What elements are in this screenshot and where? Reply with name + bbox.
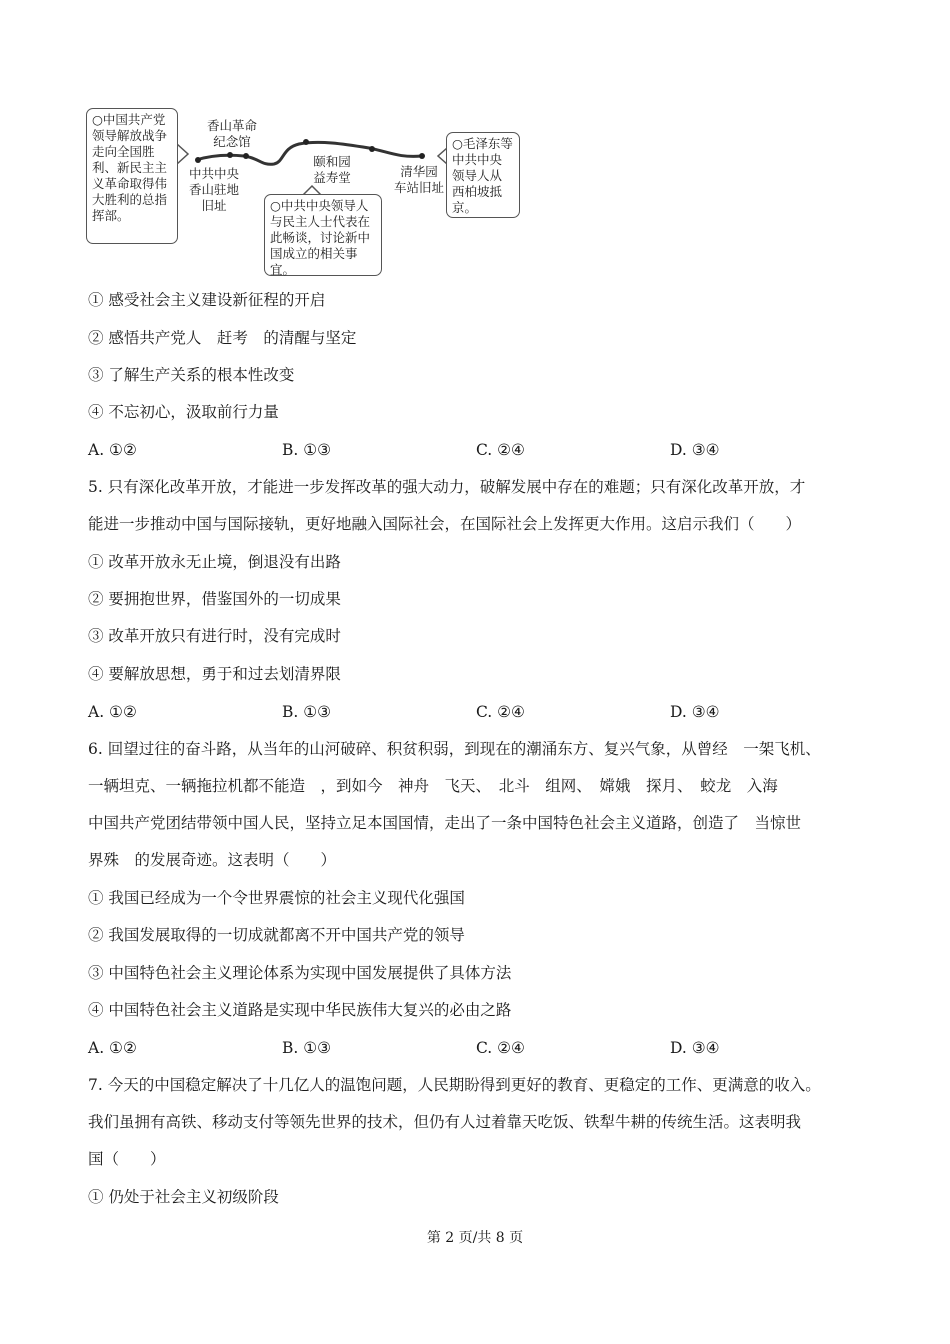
q6-stem-line-2: 一辆坦克、一辆拖拉机都不能造 ，到如今 神舟 飞天、 北斗 组网、 嫦娥 探月、 蛟龙 入海: [88, 777, 778, 795]
callout-left-text: ○中国共产党领导解放战争走向全国胜利、新民主主义革命取得伟大胜利的总指挥部。: [92, 112, 168, 223]
label-line: 车站旧址: [393, 180, 444, 195]
q5-item-2: ② 要拥抱世界，借鉴国外的一切成果: [88, 590, 341, 608]
q5-item-1: ① 改革开放永无止境，倒退没有出路: [88, 553, 341, 571]
q5-option-b[interactable]: B. ①③: [282, 703, 332, 721]
callout-middle-text: ○中共中央领导人与民主人士代表在此畅谈，讨论新中国成立的相关事宜。: [270, 198, 371, 277]
callout-right-text: ○毛泽东等中共中央领导人从西柏坡抵京。: [452, 136, 513, 215]
q6-option-a[interactable]: A. ①②: [88, 1039, 137, 1057]
q4-option-d[interactable]: D. ③④: [670, 441, 720, 459]
q6-option-d[interactable]: D. ③④: [670, 1039, 720, 1057]
q4-item-4: ④ 不忘初心，汲取前行力量: [88, 403, 279, 421]
label-qinghuayuan: [388, 164, 450, 196]
callout-left: [86, 108, 178, 244]
q5-item-4: ④ 要解放思想，勇于和过去划清界限: [88, 665, 341, 683]
label-line: 中共中央: [188, 166, 239, 181]
station-dot: [369, 146, 375, 152]
label-xiangshan-site: [184, 166, 244, 214]
q5-stem-line-2: 能进一步推动中国与国际接轨，更好地融入国际社会，在国际社会上发挥更大作用。这启示我们（ ）: [88, 515, 802, 533]
q7-stem-line-3: 国（ ）: [88, 1150, 166, 1168]
station-dot: [419, 153, 425, 159]
q4-item-1: ① 感受社会主义建设新征程的开启: [88, 291, 326, 309]
q6-option-c[interactable]: C. ②④: [476, 1039, 525, 1057]
label-yiheyuan: [302, 154, 362, 186]
q6-item-4: ④ 中国特色社会主义道路是实现中华民族伟大复兴的必由之路: [88, 1001, 512, 1019]
q5-option-d[interactable]: D. ③④: [670, 703, 720, 721]
label-line: 清华园: [400, 164, 438, 179]
station-dot: [243, 153, 249, 159]
q6-item-1: ① 我国已经成为一个令世界震惊的社会主义现代化强国: [88, 889, 465, 907]
q5-stem-line-1: 5. 只有深化改革开放，才能进一步发挥改革的强大动力，破解发展中存在的难题；只有深化改革开放，才: [88, 478, 806, 496]
label-line: 益寿堂: [313, 170, 351, 185]
q7-item-1: ① 仍处于社会主义初级阶段: [88, 1188, 279, 1206]
label-line: 旧址: [201, 198, 227, 213]
q4-item-3: ③ 了解生产关系的根本性改变: [88, 366, 295, 384]
page-footer: 第 2 页/共 8 页: [426, 1230, 524, 1246]
station-dot: [227, 152, 233, 158]
q4-option-a[interactable]: A. ①②: [88, 441, 137, 459]
q6-stem-line-1: 6. 回望过往的奋斗路，从当年的山河破碎、积贫积弱，到现在的潮涌东方、复兴气象，从曾经 一架飞机、: [88, 740, 821, 758]
q4-option-b[interactable]: B. ①③: [282, 441, 332, 459]
station-dot: [195, 157, 201, 163]
label-xiangshan-memorial: [202, 118, 262, 150]
callout-middle: [264, 194, 382, 276]
q6-item-3: ③ 中国特色社会主义理论体系为实现中国发展提供了具体方法: [88, 964, 512, 982]
station-dot: [303, 139, 309, 145]
q5-option-c[interactable]: C. ②④: [476, 703, 525, 721]
q6-stem-line-3: 中国共产党团结带领中国人民，坚持立足本国国情，走出了一条中国特色社会主义道路，创造了 当惊世: [88, 814, 802, 832]
q5-item-3: ③ 改革开放只有进行时，没有完成时: [88, 627, 341, 645]
q6-item-2: ② 我国发展取得的一切成就都离不开中国共产党的领导: [88, 926, 465, 944]
q7-stem-line-2: 我们虽拥有高铁、移动支付等领先世界的技术，但仍有人过着靠天吃饭、铁犁牛耕的传统生活。这表明我: [88, 1113, 802, 1131]
q6-stem-line-4: 界殊 的发展奇迹。这表明（ ）: [88, 851, 337, 869]
q5-option-a[interactable]: A. ①②: [88, 703, 137, 721]
label-line: 纪念馆: [213, 134, 251, 149]
callout-right: [446, 132, 520, 218]
q7-stem-line-1: 7. 今天的中国稳定解决了十几亿人的温饱问题，人民期盼得到更好的教育、更稳定的工作、更满意的收入。: [88, 1076, 821, 1094]
q4-option-c[interactable]: C. ②④: [476, 441, 525, 459]
q4-item-2: ② 感悟共产党人 赶考 的清醒与坚定: [88, 329, 357, 347]
label-line: 香山驻地: [188, 182, 239, 197]
q6-option-b[interactable]: B. ①③: [282, 1039, 332, 1057]
label-line: 香山革命: [206, 118, 257, 133]
route-figure: [84, 104, 524, 284]
label-line: 颐和园: [313, 154, 351, 169]
